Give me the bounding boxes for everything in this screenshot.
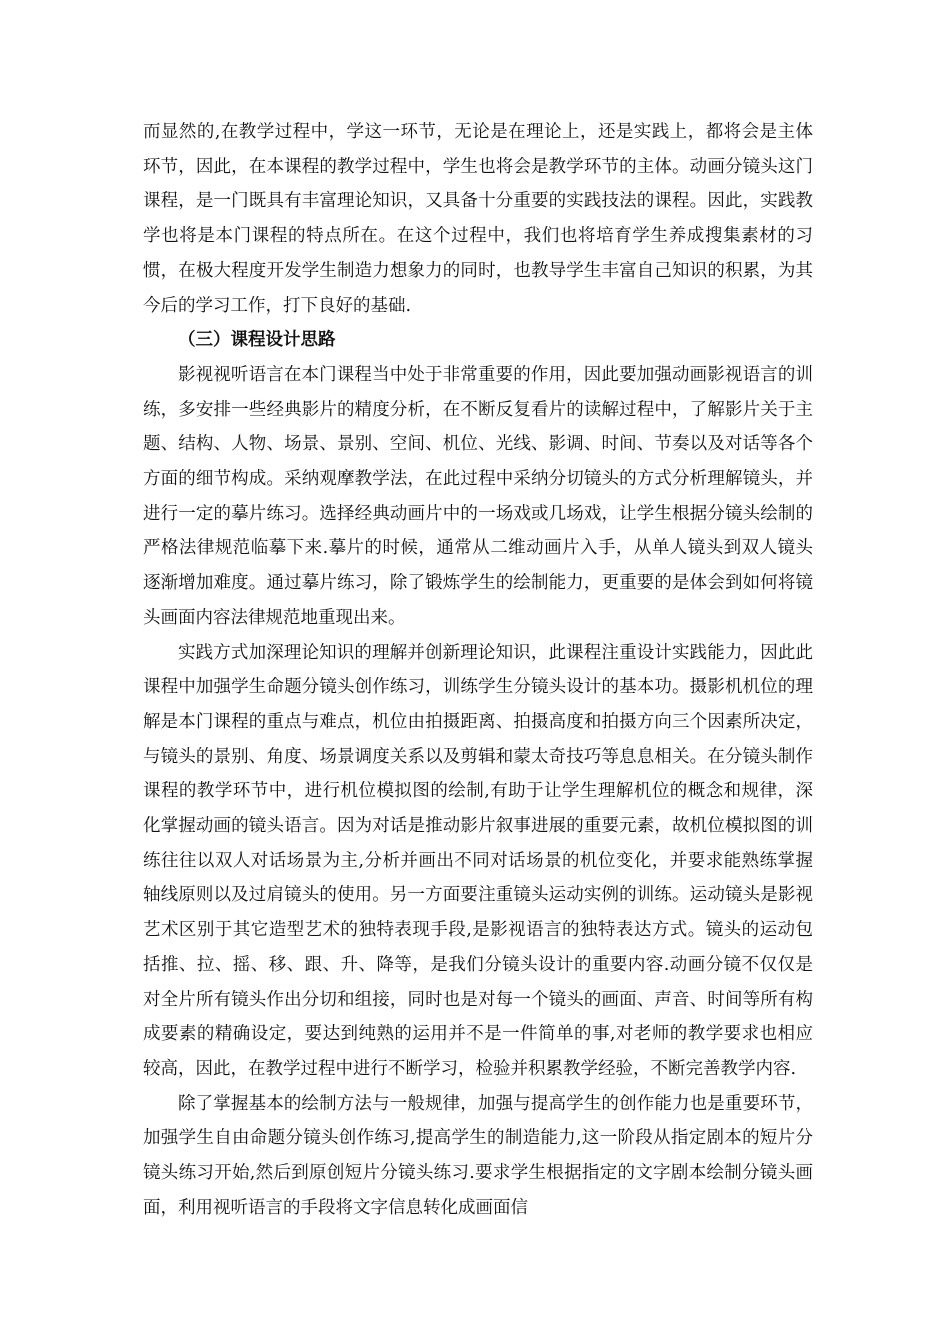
paragraph-continued: 而显然的,在教学过程中，学这一环节，无论是在理论上，还是实践上，都将会是主体环节，因此，在本课程的教学过程中，学生也将会是教学环节的主体。动画分镜头这门课程，是一门既具有丰富理论知识，又具备十分重要的实践技法的课程。因此，实践教学也将是本门课程的特点所在。在这个过程中，我们也将培育学生养成搜集素材的习惯，在极大程度开发学生制造力想象力的同时，也教导学生丰富自己知识的积累，为其今后的学习工作，打下良好的基础. [143, 122, 813, 316]
paragraph: 实践方式加深理论知识的理解并创新理论知识，此课程注重设计实践能力，因此此课程中加强学生命题分镜头创作练习，训练学生分镜头设计的基本功。摄影机机位的理解是本门课程的重点与难点，机位由拍摄距离、拍摄高度和拍摄方向三个因素所决定，与镜头的景别、角度、场景调度关系以及剪辑和蒙太奇技巧等息息相关。在分镜头制作课程的教学环节中，进行机位模拟图的绘制,有助于让学生理解机位的概念和规律，深化掌握动画的镜头语言。因为对话是推动影片叙事进展的重要元素，故机位模拟图的训练往往以双人对话场景为主,分析并画出不同对话场景的机位变化，并要求能熟练掌握轴线原则以及过肩镜头的使用。另一方面要注重镜头运动实例的训练。运动镜头是影视艺术区别于其它造型艺术的独特表现手段,是影视语言的独特表达方式。镜头的运动包括推、拉、摇、移、跟、升、降等，是我们分镜头设计的重要内容.动画分镜不仅仅是对全片所有镜头作出分切和组接，同时也是对每一个镜头的画面、声音、时间等所有构成要素的精确设定，要达到纯熟的运用并不是一件简单的事,对老师的教学要求也相应较高，因此，在教学过程中进行不断学习，检验并积累教学经验，不断完善教学内容. [143, 642, 813, 1079]
section-heading: （三）课程设计思路 [178, 330, 336, 351]
paragraph: 影视视听语言在本门课程当中处于非常重要的作用，因此要加强动画影视语言的训练，多安排一些经典影片的精度分析，在不断反复看片的读解过程中，了解影片关于主题、结构、人物、场景、景别、空间、机位、光线、影调、时间、节奏以及对话等各个方面的细节构成。采纳观摩教学法，在此过程中采纳分切镜头的方式分析理解镜头，并进行一定的摹片练习。选择经典动画片中的一场戏或几场戏，让学生根据分镜头绘制的严格法律规范临摹下来.摹片的时候，通常从二维动画片入手，从单人镜头到双人镜头逐渐增加难度。通过摹片练习，除了锻炼学生的绘制能力，更重要的是体会到如何将镜头画面内容法律规范地重现出来。 [143, 364, 813, 628]
paragraph: 除了掌握基本的绘制方法与一般规律，加强与提高学生的创作能力也是重要环节，加强学生自由命题分镜头创作练习,提高学生的制造能力,这一阶段从指定剧本的短片分镜头练习开始,然后到原创短片分镜头练习.要求学生根据指定的文字剧本绘制分镜头画面，利用视听语言的手段将文字信息转化成画面信 [143, 1093, 813, 1218]
document-body [143, 115, 813, 1226]
